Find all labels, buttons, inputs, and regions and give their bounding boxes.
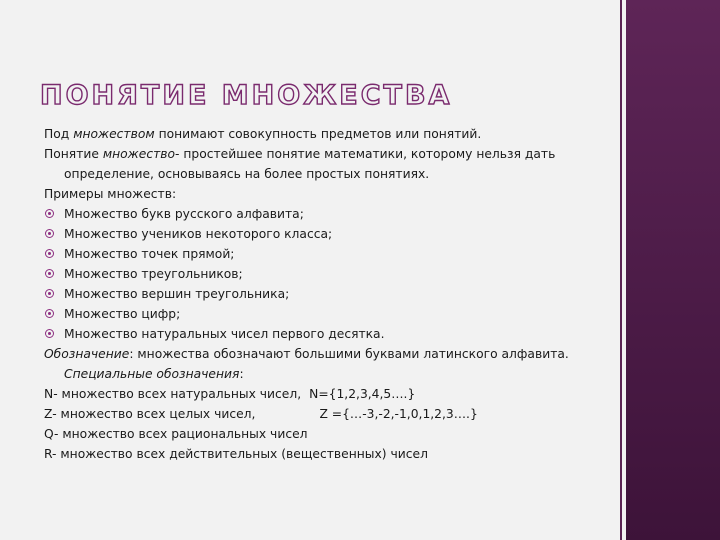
- text-span: - простейшее понятие математики, которому нельзя дать определение, основываясь на более простых понятиях.: [64, 147, 556, 181]
- concept-line: [44, 144, 614, 184]
- decorative-sidebar: [626, 0, 720, 540]
- bullet-icon: [45, 209, 54, 218]
- set-elements: N={1,2,3,4,5….}: [309, 387, 416, 401]
- emphasis-text: Обозначение: [44, 347, 130, 361]
- bullet-icon: [45, 229, 54, 238]
- set-line-n: [44, 384, 614, 404]
- text-span: Понятие: [44, 147, 103, 161]
- text-span: Под: [44, 127, 74, 141]
- slide-body: [44, 124, 614, 464]
- text-span: понимают совокупность предметов или понятий.: [154, 127, 482, 141]
- text-span: : множества обозначают большими буквами латинского алфавита.: [129, 347, 569, 361]
- set-line-z: [44, 404, 614, 424]
- bullet-icon: [45, 309, 54, 318]
- examples-heading: Примеры множеств:: [44, 187, 177, 201]
- list-item-text: Множество точек прямой;: [64, 247, 235, 261]
- list-item-text: Множество цифр;: [64, 307, 181, 321]
- bullet-icon: [45, 249, 54, 258]
- list-item-text: Множество вершин треугольника;: [64, 287, 290, 301]
- list-item: [44, 284, 614, 304]
- definition-line: [44, 124, 614, 144]
- list-item: [44, 204, 614, 224]
- set-description: Z- множество всех целых чисел,: [44, 407, 256, 421]
- list-item: [44, 324, 614, 344]
- bullet-icon: [45, 269, 54, 278]
- slide-title: ПОНЯТИЕ МНОЖЕСТВА: [40, 80, 453, 111]
- list-item-text: Множество учеников некоторого класса;: [64, 227, 333, 241]
- notation-line: [44, 344, 614, 384]
- list-item-text: Множество букв русского алфавита;: [64, 207, 304, 221]
- bullet-icon: [45, 329, 54, 338]
- list-item: [44, 264, 614, 284]
- decorative-divider: [620, 0, 622, 540]
- text-span: :: [239, 367, 244, 381]
- emphasis-text: множеством: [73, 127, 155, 141]
- bullet-icon: [45, 289, 54, 298]
- list-item: [44, 244, 614, 264]
- emphasis-text: множество: [102, 147, 176, 161]
- list-item-text: Множество натуральных чисел первого десятка.: [64, 327, 385, 341]
- set-line-r: R- множество всех действительных (вещественных) чисел: [44, 447, 428, 461]
- set-description: N- множество всех натуральных чисел,: [44, 387, 302, 401]
- list-item: [44, 224, 614, 244]
- list-item: [44, 304, 614, 324]
- list-item-text: Множество треугольников;: [64, 267, 243, 281]
- examples-list: [44, 204, 614, 344]
- set-elements: Z ={…-3,-2,-1,0,1,2,3….}: [319, 407, 478, 421]
- emphasis-text: Специальные обозначения: [64, 367, 240, 381]
- set-line-q: Q- множество всех рациональных чисел: [44, 427, 308, 441]
